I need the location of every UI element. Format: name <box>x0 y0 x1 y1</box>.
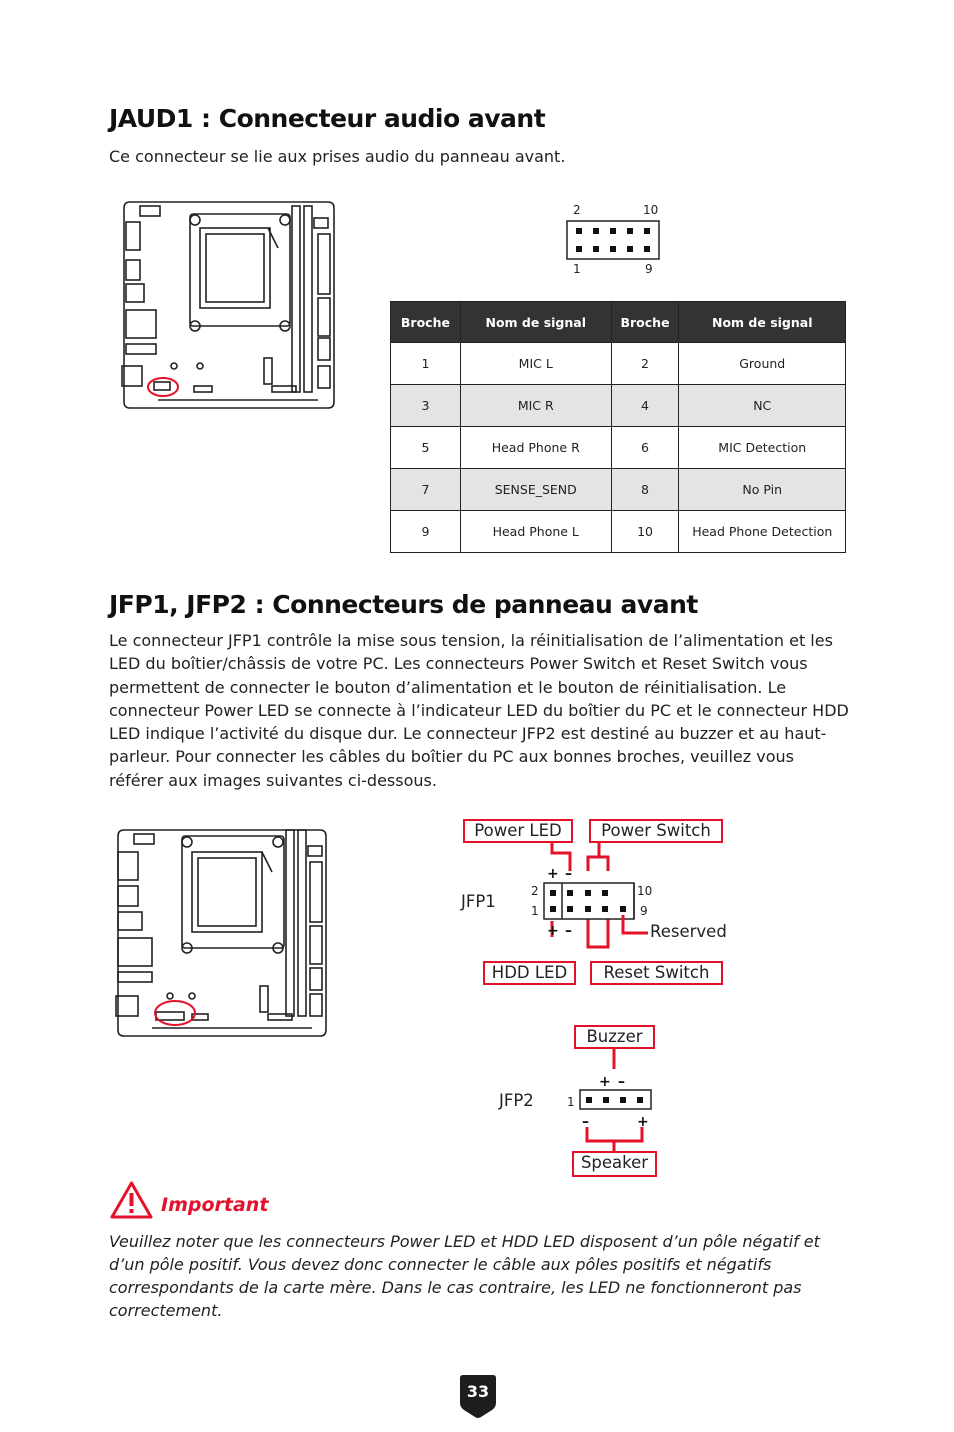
table-cell: Head Phone Detection <box>679 511 846 553</box>
svg-text:–: – <box>582 1114 589 1130</box>
jfp1-pin-label-1: 1 <box>531 904 539 918</box>
warning-icon <box>109 1180 154 1220</box>
jaud1-pin-header <box>566 220 660 260</box>
table-cell: Head Phone L <box>460 511 611 553</box>
table-header: Broche <box>391 302 461 343</box>
jfp1-pin-label-9: 9 <box>640 904 648 918</box>
jaud1-pin-label-9: 9 <box>645 262 653 276</box>
table-cell: 9 <box>391 511 461 553</box>
table-header: Broche <box>611 302 679 343</box>
table-cell: 6 <box>611 427 679 469</box>
table-row <box>391 427 846 469</box>
svg-text:–: – <box>565 923 572 939</box>
table-cell: 8 <box>611 469 679 511</box>
table-cell: 5 <box>391 427 461 469</box>
table-cell: 1 <box>391 343 461 385</box>
table-cell: MIC R <box>460 385 611 427</box>
speaker-label: Speaker <box>572 1151 657 1177</box>
section-title-jaud1: JAUD1 : Connecteur audio avant <box>109 104 546 133</box>
buzzer-label: Buzzer <box>574 1025 655 1049</box>
table-cell: MIC L <box>460 343 611 385</box>
jfp-highlight-circle <box>155 1001 195 1025</box>
important-text: Veuillez noter que les connecteurs Power LED et HDD LED disposent d’un pôle négatif et d’un pôle positif. Vous devez donc connecter le câble aux pôles positifs et négatifs correspondants de la carte mère. Dans le cas contraire, les LED ne fonctionneront pas correctement. <box>109 1232 820 1320</box>
table-cell: 3 <box>391 385 461 427</box>
table-row <box>391 511 846 553</box>
motherboard-diagram-jaud1 <box>118 198 338 412</box>
table-cell: NC <box>679 385 846 427</box>
reset-switch-label: Reset Switch <box>590 961 723 985</box>
section-title-jfp: JFP1, JFP2 : Connecteurs de panneau avant <box>109 590 698 619</box>
motherboard-diagram-jfp <box>112 826 332 1040</box>
table-header-row <box>391 302 846 343</box>
reserved-label: Reserved <box>650 922 727 941</box>
table-cell: Ground <box>679 343 846 385</box>
table-cell: Head Phone R <box>460 427 611 469</box>
table-row <box>391 343 846 385</box>
table-row <box>391 385 846 427</box>
power-led-label: Power LED <box>463 819 573 843</box>
table-cell: 4 <box>611 385 679 427</box>
power-switch-label: Power Switch <box>589 819 723 843</box>
table-cell: MIC Detection <box>679 427 846 469</box>
table-header: Nom de signal <box>679 302 846 343</box>
table-cell: 7 <box>391 469 461 511</box>
table-cell: No Pin <box>679 469 846 511</box>
important-heading: Important <box>161 1194 269 1216</box>
svg-text:+: + <box>599 1074 611 1090</box>
table-header: Nom de signal <box>460 302 611 343</box>
section-paragraph-jfp: Le connecteur JFP1 contrôle la mise sous tension, la réinitialisation de l’alimentation et les LED du boîtier/châssis de votre PC. Les connecteurs Power Switch et Reset Switch vous permettent de connecter le bouton d’alimentation et le bouton de réinitialisation. Le connecteur Power LED se connecte à l’indicateur LED du boîtier du PC et le connecteur HDD LED indique l’activité du disque dur. Le connecteur JFP2 est destiné au buzzer et au haut-parleur. Pour connecter les câbles du boîtier du PC aux bonnes broches, veuillez vous référer aux images suivantes ci-dessous. <box>109 631 849 790</box>
jaud1-pin-label-10: 10 <box>643 203 659 217</box>
jfp1-pin-diagram <box>530 843 660 955</box>
svg-text:–: – <box>618 1074 625 1090</box>
table-cell: 10 <box>611 511 679 553</box>
jfp2-pin-diagram <box>570 1049 660 1159</box>
jaud1-highlight-circle <box>148 378 178 396</box>
jfp1-pin-label-2: 2 <box>531 884 539 898</box>
jfp2-connector-name: JFP2 <box>499 1091 534 1110</box>
table-row <box>391 469 846 511</box>
jfp1-pin-label-10: 10 <box>637 884 653 898</box>
svg-text:+: + <box>637 1114 649 1130</box>
page-number: 33 <box>466 1382 490 1401</box>
table-cell: SENSE_SEND <box>460 469 611 511</box>
jaud1-pin-table <box>390 301 846 553</box>
svg-text:–: – <box>565 866 572 882</box>
jfp1-connector-name: JFP1 <box>461 892 496 911</box>
jaud1-pin-label-2: 2 <box>573 203 581 217</box>
hdd-led-label: HDD LED <box>483 961 576 985</box>
section-description-jaud1: Ce connecteur se lie aux prises audio du panneau avant. <box>109 147 566 166</box>
svg-text:+: + <box>547 866 559 882</box>
svg-text:+: + <box>547 923 559 939</box>
jfp2-pin-label-1: 1 <box>567 1095 575 1109</box>
table-cell: 2 <box>611 343 679 385</box>
jaud1-pin-label-1: 1 <box>573 262 581 276</box>
